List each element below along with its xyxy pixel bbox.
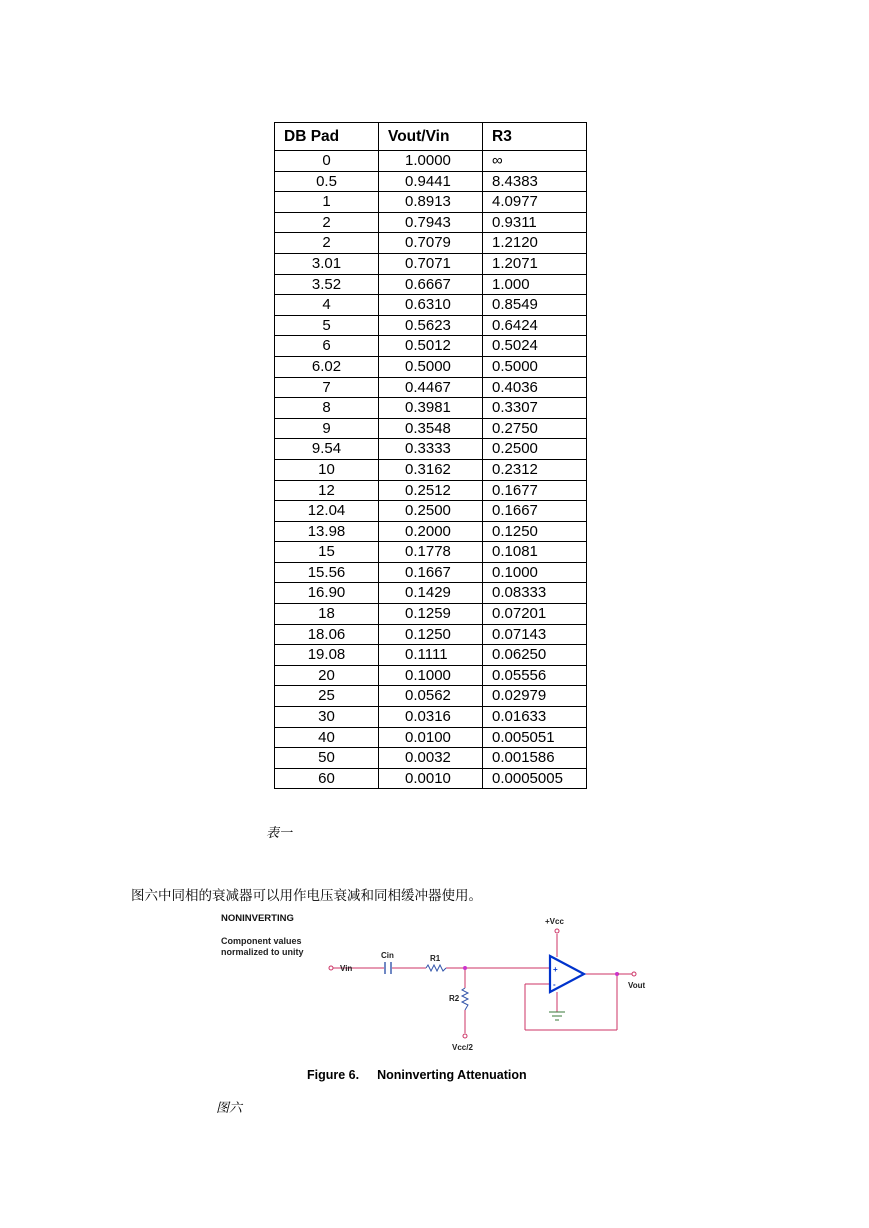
figure-title bbox=[307, 1068, 527, 1082]
terminal-nodes bbox=[329, 929, 636, 1038]
cell-vout-vin: 0.2000 bbox=[379, 521, 483, 542]
cell-vout-vin: 0.1259 bbox=[379, 604, 483, 625]
cell-r3: 0.3307 bbox=[483, 398, 587, 419]
cell-db-pad: 1 bbox=[275, 192, 379, 213]
table-row bbox=[275, 274, 587, 295]
table-row bbox=[275, 398, 587, 419]
cell-db-pad: 7 bbox=[275, 377, 379, 398]
table-header-row bbox=[275, 123, 587, 151]
cell-db-pad: 13.98 bbox=[275, 521, 379, 542]
cell-vout-vin: 0.1778 bbox=[379, 542, 483, 563]
label-r2: R2 bbox=[449, 994, 460, 1003]
cell-r3: 0.08333 bbox=[483, 583, 587, 604]
label-vcc-half: Vcc/2 bbox=[452, 1043, 473, 1052]
table-row bbox=[275, 748, 587, 769]
cell-r3: 0.005051 bbox=[483, 727, 587, 748]
cell-vout-vin: 0.7071 bbox=[379, 253, 483, 274]
label-vin: Vin bbox=[340, 964, 353, 973]
cell-vout-vin: 0.0032 bbox=[379, 748, 483, 769]
cell-r3: 0.0005005 bbox=[483, 768, 587, 789]
circuit-wires bbox=[333, 934, 618, 1033]
table-row bbox=[275, 624, 587, 645]
cell-db-pad: 5 bbox=[275, 315, 379, 336]
resistor-r2 bbox=[462, 988, 468, 1010]
table-row bbox=[275, 151, 587, 172]
cell-r3: 0.1000 bbox=[483, 562, 587, 583]
cell-db-pad: 4 bbox=[275, 295, 379, 316]
cell-vout-vin: 1.0000 bbox=[379, 151, 483, 172]
header-vout-vin: Vout/Vin bbox=[379, 123, 483, 151]
cell-vout-vin: 0.2500 bbox=[379, 501, 483, 522]
cell-r3: 0.2312 bbox=[483, 459, 587, 480]
cell-r3: 8.4383 bbox=[483, 171, 587, 192]
cell-r3: 0.1081 bbox=[483, 542, 587, 563]
cell-r3: 0.2500 bbox=[483, 439, 587, 460]
cell-r3: 0.1250 bbox=[483, 521, 587, 542]
cell-vout-vin: 0.1667 bbox=[379, 562, 483, 583]
table-row bbox=[275, 459, 587, 480]
cell-db-pad: 50 bbox=[275, 748, 379, 769]
cell-vout-vin: 0.7943 bbox=[379, 212, 483, 233]
cell-r3: 1.2071 bbox=[483, 253, 587, 274]
cell-r3: 4.0977 bbox=[483, 192, 587, 213]
table-row bbox=[275, 501, 587, 522]
cell-vout-vin: 0.1250 bbox=[379, 624, 483, 645]
cell-db-pad: 2 bbox=[275, 212, 379, 233]
cell-db-pad: 3.01 bbox=[275, 253, 379, 274]
header-r3: R3 bbox=[483, 123, 587, 151]
cell-db-pad: 2 bbox=[275, 233, 379, 254]
cell-db-pad: 6 bbox=[275, 336, 379, 357]
cell-db-pad: 40 bbox=[275, 727, 379, 748]
table-row bbox=[275, 171, 587, 192]
cell-r3: 0.1677 bbox=[483, 480, 587, 501]
cell-db-pad: 16.90 bbox=[275, 583, 379, 604]
cell-db-pad: 15 bbox=[275, 542, 379, 563]
cell-db-pad: 15.56 bbox=[275, 562, 379, 583]
cell-r3: 1.000 bbox=[483, 274, 587, 295]
table-row bbox=[275, 665, 587, 686]
cell-db-pad: 0 bbox=[275, 151, 379, 172]
cell-r3: 0.05556 bbox=[483, 665, 587, 686]
cell-vout-vin: 0.3333 bbox=[379, 439, 483, 460]
table-row bbox=[275, 295, 587, 316]
cell-vout-vin: 0.4467 bbox=[379, 377, 483, 398]
cell-r3: 0.5000 bbox=[483, 356, 587, 377]
body-paragraph: 图六中同相的衰减器可以用作电压衰减和同相缓冲器使用。 bbox=[131, 888, 482, 904]
cell-vout-vin: 0.0562 bbox=[379, 686, 483, 707]
table-row bbox=[275, 315, 587, 336]
cell-vout-vin: 0.0316 bbox=[379, 707, 483, 728]
cell-r3: ∞ bbox=[483, 151, 587, 172]
noninverting-attenuator-schematic bbox=[214, 908, 664, 1088]
cell-db-pad: 60 bbox=[275, 768, 379, 789]
capacitor-cin bbox=[385, 962, 391, 974]
cell-vout-vin: 0.5623 bbox=[379, 315, 483, 336]
resistor-r1 bbox=[426, 965, 446, 971]
cell-r3: 0.9311 bbox=[483, 212, 587, 233]
schematic-title: NONINVERTING bbox=[221, 913, 294, 924]
opamp-minus-sign: - bbox=[553, 980, 556, 989]
cell-db-pad: 19.08 bbox=[275, 645, 379, 666]
cell-db-pad: 18 bbox=[275, 604, 379, 625]
table-row bbox=[275, 439, 587, 460]
label-vout: Vout bbox=[628, 981, 646, 990]
cell-r3: 0.001586 bbox=[483, 748, 587, 769]
cell-r3: 0.06250 bbox=[483, 645, 587, 666]
label-cin: Cin bbox=[381, 951, 394, 960]
cell-r3: 0.07201 bbox=[483, 604, 587, 625]
table-row bbox=[275, 768, 587, 789]
figure-caption: 图六 bbox=[216, 1101, 243, 1116]
cell-vout-vin: 0.6310 bbox=[379, 295, 483, 316]
table-row bbox=[275, 727, 587, 748]
ground-icon bbox=[549, 1012, 565, 1020]
cell-vout-vin: 0.6667 bbox=[379, 274, 483, 295]
cell-vout-vin: 0.0010 bbox=[379, 768, 483, 789]
cell-db-pad: 6.02 bbox=[275, 356, 379, 377]
table-body bbox=[275, 151, 587, 789]
cell-db-pad: 8 bbox=[275, 398, 379, 419]
table-row bbox=[275, 233, 587, 254]
cell-r3: 0.01633 bbox=[483, 707, 587, 728]
cell-r3: 1.2120 bbox=[483, 233, 587, 254]
cell-vout-vin: 0.1429 bbox=[379, 583, 483, 604]
table-row bbox=[275, 253, 587, 274]
cell-vout-vin: 0.9441 bbox=[379, 171, 483, 192]
table-row bbox=[275, 604, 587, 625]
cell-r3: 0.8549 bbox=[483, 295, 587, 316]
table-row bbox=[275, 686, 587, 707]
cell-vout-vin: 0.2512 bbox=[379, 480, 483, 501]
cell-db-pad: 25 bbox=[275, 686, 379, 707]
table-row bbox=[275, 542, 587, 563]
label-vcc: +Vcc bbox=[545, 917, 564, 926]
cell-db-pad: 9 bbox=[275, 418, 379, 439]
table-row bbox=[275, 480, 587, 501]
cell-vout-vin: 0.1000 bbox=[379, 665, 483, 686]
cell-vout-vin: 0.1111 bbox=[379, 645, 483, 666]
cell-db-pad: 30 bbox=[275, 707, 379, 728]
cell-r3: 0.6424 bbox=[483, 315, 587, 336]
cell-db-pad: 20 bbox=[275, 665, 379, 686]
cell-db-pad: 18.06 bbox=[275, 624, 379, 645]
cell-vout-vin: 0.5000 bbox=[379, 356, 483, 377]
opamp-plus-sign: + bbox=[553, 965, 558, 974]
table-caption: 表一 bbox=[266, 826, 293, 841]
table-row bbox=[275, 521, 587, 542]
figure-title-text: Noninverting Attenuation bbox=[377, 1068, 527, 1082]
cell-r3: 0.2750 bbox=[483, 418, 587, 439]
cell-vout-vin: 0.7079 bbox=[379, 233, 483, 254]
cell-vout-vin: 0.0100 bbox=[379, 727, 483, 748]
table-row bbox=[275, 377, 587, 398]
table-row bbox=[275, 645, 587, 666]
cell-db-pad: 12 bbox=[275, 480, 379, 501]
cell-vout-vin: 0.3548 bbox=[379, 418, 483, 439]
cell-vout-vin: 0.5012 bbox=[379, 336, 483, 357]
figure-number: Figure 6. bbox=[307, 1068, 360, 1082]
table-row bbox=[275, 212, 587, 233]
cell-vout-vin: 0.3981 bbox=[379, 398, 483, 419]
db-pad-table bbox=[274, 122, 587, 789]
table-row bbox=[275, 707, 587, 728]
table-row bbox=[275, 192, 587, 213]
schematic-subtitle-1: Component values bbox=[221, 936, 302, 946]
cell-r3: 0.1667 bbox=[483, 501, 587, 522]
cell-r3: 0.02979 bbox=[483, 686, 587, 707]
cell-vout-vin: 0.3162 bbox=[379, 459, 483, 480]
table-row bbox=[275, 583, 587, 604]
cell-db-pad: 9.54 bbox=[275, 439, 379, 460]
cell-db-pad: 12.04 bbox=[275, 501, 379, 522]
schematic-subtitle-2: normalized to unity bbox=[221, 947, 304, 957]
table-row bbox=[275, 336, 587, 357]
cell-db-pad: 3.52 bbox=[275, 274, 379, 295]
cell-vout-vin: 0.8913 bbox=[379, 192, 483, 213]
label-r1: R1 bbox=[430, 954, 441, 963]
header-db-pad: DB Pad bbox=[275, 123, 379, 151]
cell-db-pad: 10 bbox=[275, 459, 379, 480]
cell-r3: 0.4036 bbox=[483, 377, 587, 398]
cell-r3: 0.5024 bbox=[483, 336, 587, 357]
table-row bbox=[275, 562, 587, 583]
table-row bbox=[275, 418, 587, 439]
cell-db-pad: 0.5 bbox=[275, 171, 379, 192]
cell-r3: 0.07143 bbox=[483, 624, 587, 645]
table-row bbox=[275, 356, 587, 377]
